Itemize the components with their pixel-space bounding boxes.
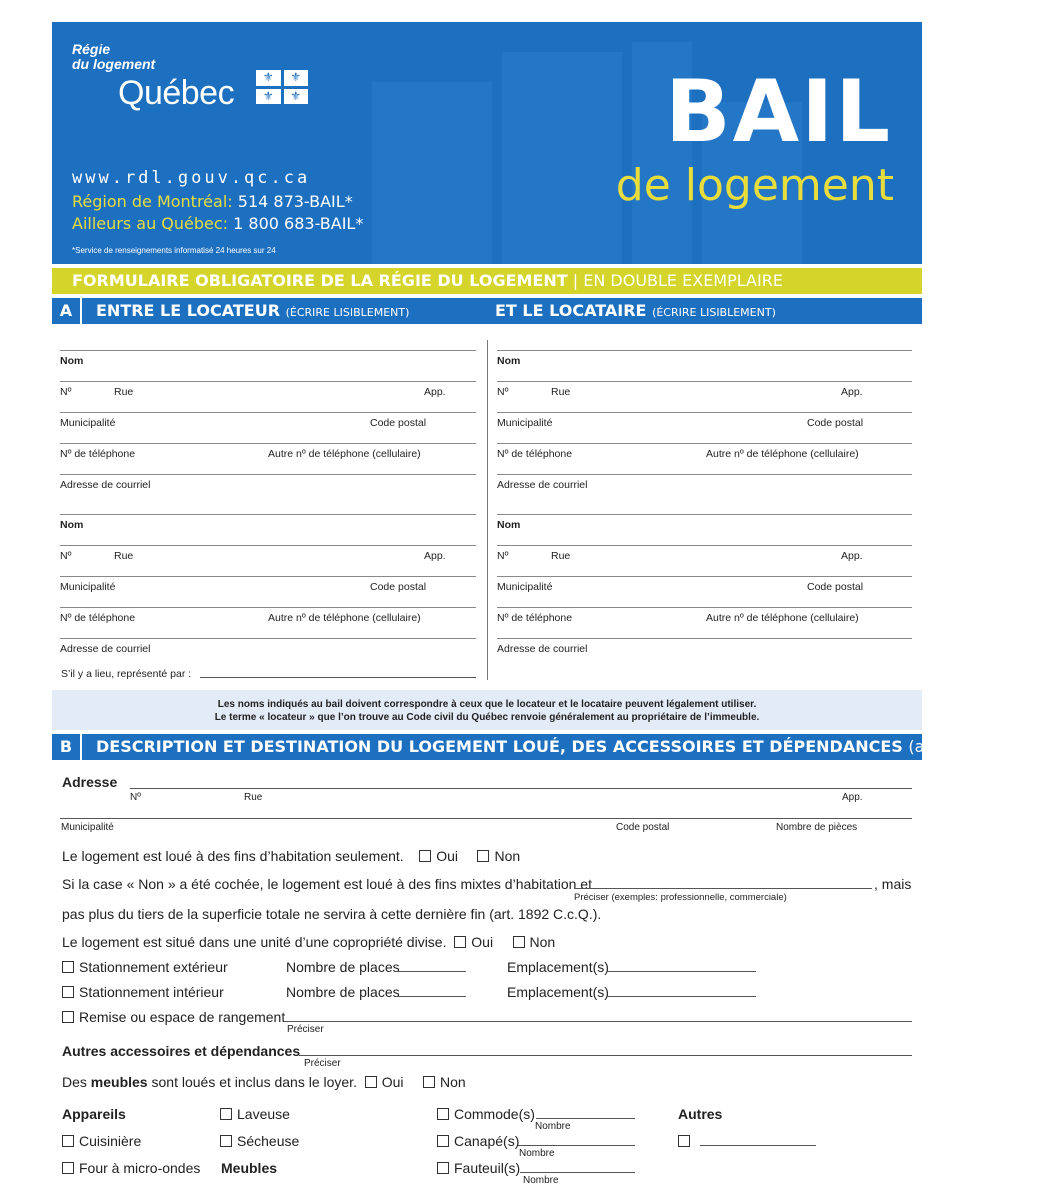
- nom-label: Nom: [497, 519, 521, 531]
- code-postal-label: Code postal: [616, 822, 670, 833]
- nombre-label: Nombre: [519, 1148, 555, 1159]
- code-postal-label: Code postal: [370, 417, 427, 429]
- municipalite-field[interactable]: [60, 818, 912, 819]
- no-label: Nº: [60, 550, 72, 562]
- telephone-label: Nº de téléphone: [60, 448, 136, 460]
- logo-line2: du logement: [72, 56, 156, 72]
- emplacements-label: Emplacement(s): [507, 984, 609, 1000]
- canapes-nombre-field[interactable]: [518, 1145, 635, 1146]
- stationnement-int: Stationnement intérieur: [62, 984, 224, 1000]
- landlord-nom-field-1[interactable]: [60, 350, 476, 365]
- tenant-muni-field-1[interactable]: [497, 412, 912, 427]
- logo-line1: Régie: [72, 41, 111, 57]
- autres-item: [678, 1133, 695, 1149]
- courriel-label: Adresse de courriel: [497, 643, 588, 655]
- commodes-nombre-field[interactable]: [536, 1118, 635, 1119]
- landlord-tel-field-2[interactable]: [60, 607, 476, 622]
- secheuse: Sécheuse: [220, 1133, 299, 1149]
- cuisiniere: Cuisinière: [62, 1133, 141, 1149]
- autres-checkbox[interactable]: [678, 1135, 690, 1147]
- nom-label: Nom: [497, 355, 521, 367]
- telephone-label: Nº de téléphone: [60, 612, 136, 624]
- landlord-heading: ENTRE LE LOCATEUR (ÉCRIRE LISIBLEMENT): [96, 301, 410, 320]
- canapes-checkbox[interactable]: [437, 1135, 449, 1147]
- code-postal-label: Code postal: [807, 417, 864, 429]
- title-de-logement: de logement: [615, 160, 894, 211]
- four: Four à micro-ondes: [62, 1160, 200, 1176]
- mandatory-form-banner: FORMULAIRE OBLIGATOIRE DE LA RÉGIE DU LOGEMENT | EN DOUBLE EXEMPLAIRE: [52, 268, 922, 294]
- autre-telephone-label: Autre nº de téléphone (cellulaire): [706, 612, 859, 624]
- fleur-de-lys-flag-icon: ⚜ ⚜ ⚜ ⚜: [256, 70, 308, 104]
- tenant-tel-field-1[interactable]: [497, 443, 912, 458]
- tenant-courriel-field-1[interactable]: [497, 474, 912, 489]
- remise-checkbox[interactable]: [62, 1011, 74, 1023]
- no-label: Nº: [130, 792, 141, 803]
- nb-places-label: Nombre de places: [286, 959, 400, 975]
- autres-accessoires-label: Autres accessoires et dépendances: [62, 1043, 301, 1059]
- website: www.rdl.gouv.qc.ca: [72, 168, 311, 188]
- mixte-text: Si la case « Non » a été cochée, le logement est loué à des fins mixtes d’habitation et: [62, 876, 592, 892]
- meubles-non-checkbox[interactable]: [423, 1076, 435, 1088]
- municipalite-label: Municipalité: [61, 822, 114, 833]
- municipalite-label: Municipalité: [60, 581, 116, 593]
- landlord-muni-field-1[interactable]: [60, 412, 476, 427]
- secheuse-checkbox[interactable]: [220, 1135, 232, 1147]
- app-label: App.: [841, 386, 863, 398]
- tenant-courriel-field-2[interactable]: [497, 638, 912, 653]
- section-letter: B: [52, 734, 82, 760]
- app-label: App.: [424, 550, 446, 562]
- no-label: Nº: [497, 550, 509, 562]
- meubles-oui-checkbox[interactable]: [365, 1076, 377, 1088]
- laveuse-checkbox[interactable]: [220, 1108, 232, 1120]
- tenant-adresse-field-2[interactable]: [497, 545, 912, 560]
- preciser-ex-label: Préciser (exemples: professionnelle, commerciale): [574, 892, 787, 903]
- emplacements-label: Emplacement(s): [507, 959, 609, 975]
- commodes: Commode(s): [437, 1106, 535, 1122]
- nb-places-int-field[interactable]: [396, 996, 466, 997]
- names-notice: Les noms indiqués au bail doivent correspondre à ceux que le locateur et le locataire peuvent légalement utiliser. Le terme « locateur » que l’on trouve au Code civil du Québec renvoie généralement au propriétaire de l’immeuble.: [52, 690, 922, 730]
- fauteuils-nombre-field[interactable]: [520, 1172, 635, 1173]
- rue-label: Rue: [551, 550, 571, 562]
- autre-telephone-label: Autre nº de téléphone (cellulaire): [268, 448, 421, 460]
- stationnement-ext-checkbox[interactable]: [62, 961, 74, 973]
- emplacements-int-field[interactable]: [607, 996, 756, 997]
- nombre-label: Nombre: [523, 1175, 559, 1186]
- mais-text: , mais: [874, 876, 912, 892]
- habitation-question: Le logement est loué à des fins d’habitation seulement. Oui Non: [62, 848, 521, 864]
- stationnement-ext: Stationnement extérieur: [62, 959, 228, 975]
- tenant-heading: ET LE LOCATAIRE (ÉCRIRE LISIBLEMENT): [495, 301, 776, 320]
- no-label: Nº: [497, 386, 509, 398]
- rue-label: Rue: [114, 386, 134, 398]
- habitation-oui-checkbox[interactable]: [419, 850, 431, 862]
- cuisiniere-checkbox[interactable]: [62, 1135, 74, 1147]
- adresse-field[interactable]: [130, 788, 912, 789]
- section-a-header: [52, 298, 922, 324]
- copropriete-oui-checkbox[interactable]: [454, 936, 466, 948]
- fauteuils-checkbox[interactable]: [437, 1162, 449, 1174]
- tenant-nom-field-1[interactable]: [497, 350, 912, 365]
- remise-field[interactable]: [284, 1021, 912, 1022]
- nb-places-label: Nombre de places: [286, 984, 400, 1000]
- section-b-title: DESCRIPTION ET DESTINATION DU LOGEMENT LOUÉ, DES ACCESSOIRES ET DÉPENDANCES (art. 1892 C.c.Q.): [96, 737, 1047, 756]
- app-label: App.: [424, 386, 446, 398]
- tenant-nom-field-2[interactable]: [497, 514, 912, 529]
- laveuse: Laveuse: [220, 1106, 290, 1122]
- title-bail: BAIL: [665, 62, 892, 162]
- header-banner: [52, 22, 922, 264]
- nom-label: Nom: [60, 519, 84, 531]
- section-b-header: [52, 734, 1047, 760]
- no-label: Nº: [60, 386, 72, 398]
- emplacements-ext-field[interactable]: [607, 971, 756, 972]
- municipalite-label: Municipalité: [497, 417, 553, 429]
- nombre-label: Nombre: [535, 1121, 571, 1132]
- section-letter: A: [52, 298, 82, 324]
- courriel-label: Adresse de courriel: [60, 479, 151, 491]
- code-postal-label: Code postal: [370, 581, 427, 593]
- autres-accessoires-field[interactable]: [299, 1055, 912, 1056]
- canapes: Canapé(s): [437, 1133, 519, 1149]
- courriel-label: Adresse de courriel: [60, 643, 151, 655]
- column-divider: [487, 340, 488, 680]
- commodes-checkbox[interactable]: [437, 1108, 449, 1120]
- municipalite-label: Municipalité: [497, 581, 553, 593]
- habitation-non-checkbox[interactable]: [477, 850, 489, 862]
- telephone-label: Nº de téléphone: [497, 612, 573, 624]
- mixte-field[interactable]: [574, 888, 872, 889]
- landlord-courriel-field-2[interactable]: [60, 638, 476, 653]
- landlord-adresse-field-2[interactable]: [60, 545, 476, 560]
- code-postal-label: Code postal: [807, 581, 864, 593]
- tenant-tel-field-2[interactable]: [497, 607, 912, 622]
- nb-places-ext-field[interactable]: [396, 971, 466, 972]
- quebec-phone: Ailleurs au Québec: 1 800 683-BAIL*: [72, 214, 364, 233]
- tenant-muni-field-2[interactable]: [497, 576, 912, 591]
- four-checkbox[interactable]: [62, 1162, 74, 1174]
- app-label: App.: [841, 550, 863, 562]
- meubles-heading: Meubles: [221, 1160, 278, 1176]
- landlord-tel-field-1[interactable]: [60, 443, 476, 458]
- montreal-phone: Région de Montréal: 514 873-BAIL*: [72, 192, 353, 211]
- rue-label: Rue: [244, 792, 263, 803]
- remise: Remise ou espace de rangement: [62, 1009, 285, 1025]
- autres-heading: Autres: [678, 1106, 723, 1122]
- autre-telephone-label: Autre nº de téléphone (cellulaire): [706, 448, 859, 460]
- rue-label: Rue: [551, 386, 571, 398]
- rue-label: Rue: [114, 550, 134, 562]
- telephone-label: Nº de téléphone: [497, 448, 573, 460]
- nom-label: Nom: [60, 355, 84, 367]
- preciser-label: Préciser: [287, 1024, 324, 1035]
- app-label: App.: [842, 792, 863, 803]
- represente-label: S’il y a lieu, représenté par :: [61, 668, 192, 680]
- tenant-adresse-field-1[interactable]: [497, 381, 912, 396]
- autres-field[interactable]: [700, 1145, 816, 1146]
- landlord-courriel-field-1[interactable]: [60, 474, 476, 489]
- preciser-label: Préciser: [304, 1058, 341, 1069]
- municipalite-label: Municipalité: [60, 417, 116, 429]
- autre-telephone-label: Autre nº de téléphone (cellulaire): [268, 612, 421, 624]
- represente-field[interactable]: [200, 677, 476, 678]
- courriel-label: Adresse de courriel: [497, 479, 588, 491]
- service-note: *Service de renseignements informatisé 24 heures sur 24: [72, 246, 276, 255]
- landlord-nom-field-2[interactable]: [60, 514, 476, 529]
- appareils-heading: Appareils: [62, 1106, 126, 1122]
- tiers-text: pas plus du tiers de la superficie totale ne servira à cette dernière fin (art. 1892 C.c.Q.).: [62, 906, 602, 922]
- nb-pieces-label: Nombre de pièces: [776, 822, 858, 833]
- logo-quebec: Québec: [118, 74, 235, 112]
- meubles-question: Des meubles sont loués et inclus dans le loyer. Oui Non: [62, 1074, 466, 1090]
- copropriete-question: Le logement est situé dans une unité d’une copropriété divise. Oui Non: [62, 934, 556, 950]
- adresse-label: Adresse: [62, 774, 118, 790]
- fauteuils: Fauteuil(s): [437, 1160, 520, 1176]
- copropriete-non-checkbox[interactable]: [513, 936, 525, 948]
- stationnement-int-checkbox[interactable]: [62, 986, 74, 998]
- landlord-muni-field-2[interactable]: [60, 576, 476, 591]
- landlord-adresse-field-1[interactable]: [60, 381, 476, 396]
